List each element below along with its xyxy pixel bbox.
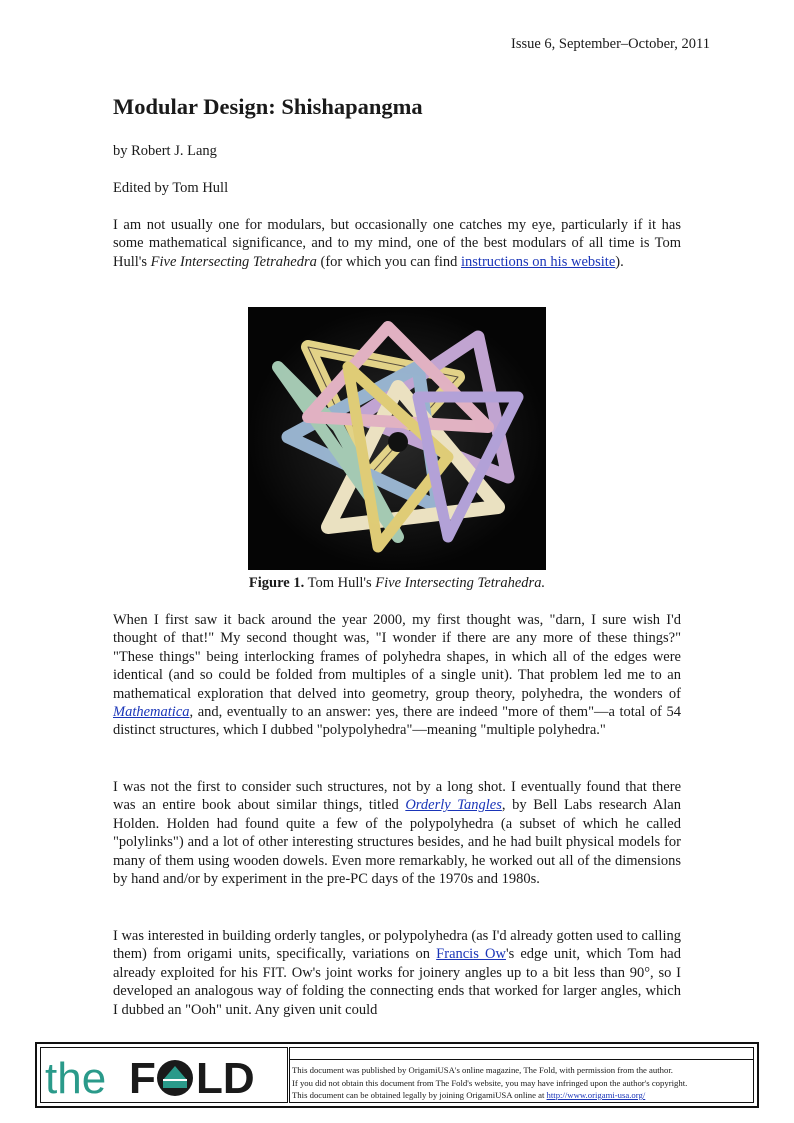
footer-banner <box>35 1042 759 1108</box>
logo-f-text: F <box>129 1054 156 1102</box>
logo-o-icon <box>157 1060 193 1096</box>
logo-ld-text: LD <box>196 1054 255 1102</box>
paragraph-first-saw: When I first saw it back around the year 2000, my first thought was, "darn, I sure wish I'd thought of that!" My second thought was, "I wonder if there are any more of these things?" "These things" being interlocking frames of polyhedra shapes, in which all of the edges were identical (and so could be folded from multiples of a single unit). That problem led me to an mathematical exploration that delved into geometry, group theory, polyhedra, the wonders of Mathematica, and, eventually to an answer: yes, there are indeed "more of them"—a total of 54 distinct structures, which I dubbed "polypolyhedra"—meaning "multiple polyhedra." <box>113 612 681 739</box>
origami-usa-link[interactable]: http://www.origami-usa.org/ <box>546 1090 646 1100</box>
copyright-notice: This document was published by OrigamiUSA's online magazine, The Fold, with permission from the author. If you did not obtain this document from The Fold's website, you may have infringed upon the author's copyright. This document can be obtained legally by joining OrigamiUSA online at http://www.origami-usa.org/ <box>289 1047 754 1103</box>
article-title: Modular Design: Shishapangma <box>113 94 423 119</box>
editor-byline: Edited by Tom Hull <box>113 180 229 196</box>
instructions-link[interactable]: instructions on his website <box>461 253 616 270</box>
orderly-tangles-link[interactable]: Orderly Tangles <box>405 797 502 814</box>
author-byline: by Robert J. Lang <box>113 143 217 159</box>
figure-photo <box>248 307 546 570</box>
the-fold-logo <box>40 1047 288 1103</box>
five-tetrahedra-image <box>248 307 546 570</box>
francis-ow-link[interactable]: Francis Ow <box>436 946 506 963</box>
logo-the-text: the <box>45 1054 107 1102</box>
figure-caption: Figure 1. Tom Hull's Five Intersecting Tetrahedra. <box>248 575 546 591</box>
paragraph-ooh-unit: I was interested in building orderly tangles, or polypolyhedra (as I'd already gotten used to calling them) from origami units, specifically, variations on Francis Ow's edge unit, which Tom had already exploited for his FIT. Ow's joint works for joinery angles up to a bit less than 90°, so I developed an analogous way of folding the connecting ends that worked for larger angles, which I dubbed an "Ooh" unit. Any given unit could <box>113 928 681 1018</box>
paragraph-holden: I was not the first to consider such structures, not by a long shot. I eventually found that there was an entire book about similar things, titled Orderly Tangles, by Bell Labs research Alan Holden. Holden had found quite a few of the polypolyhedra (a subset of which he called "polylinks") and a lot of other interesting structures besides, and he had built physical models for many of them using wooden dowels. Even more remarkably, he worked out all of the dimensions by hand and/or by experiment in the pre-PC days of the 1970s and 1980s. <box>113 779 681 888</box>
fit-title: Five Intersecting Tetrahedra <box>150 253 317 270</box>
issue-header: Issue 6, September–October, 2011 <box>510 36 710 52</box>
paragraph-intro: I am not usually one for modulars, but occasionally one catches my eye, particularly if it has some mathematical significance, and to my mind, one of the best modulars of all time is Tom Hull's Five Intersecting Tetrahedra (for which you can find instructions on his website). <box>113 217 681 270</box>
mathematica-link[interactable]: Mathematica <box>113 704 190 721</box>
